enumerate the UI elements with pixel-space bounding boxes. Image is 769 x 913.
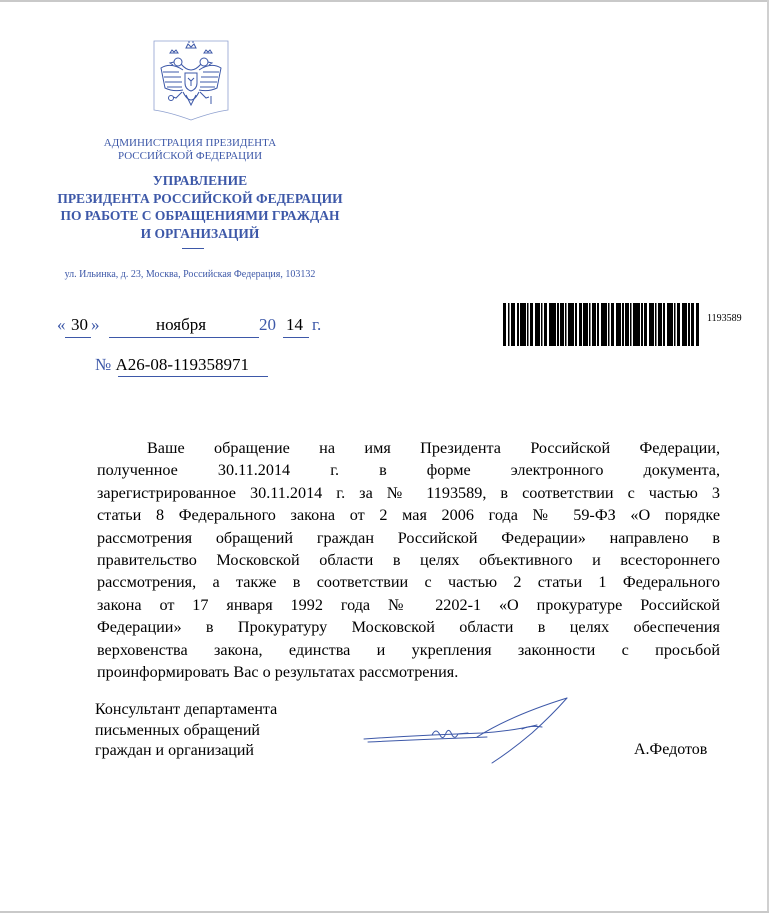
address: ул. Ильинка, д. 23, Москва, Российская Федерация, 103132 [64, 269, 316, 280]
body-line: проинформировать Вас о результатах рассмотрения. [97, 662, 459, 681]
barcode-number: 1193589 [707, 313, 742, 324]
body-line: Ваше обращение на имя Президента Российской Федерации, [147, 439, 720, 457]
department-title-line: УПРАВЛЕНИЕ [152, 173, 248, 188]
date-close-quote: » [91, 315, 100, 334]
body-line: правительство Московской области в целях объективного и всестороннего [97, 550, 720, 569]
russian-coat-of-arms-icon [153, 40, 229, 122]
title-divider [182, 248, 204, 249]
reference-number [95, 355, 249, 375]
department-title-line: И ОРГАНИЗАЦИЙ [140, 225, 260, 241]
admin-title-line2: РОССИЙСКОЙ ФЕДЕРАЦИИ [117, 150, 263, 162]
body-line: рассмотрения, а также в соответствии с частью 2 статьи 1 Федерального [97, 573, 720, 592]
handwritten-signature [362, 695, 577, 770]
date-year-underline [283, 337, 309, 338]
department-title [20, 172, 380, 242]
reference-underline [118, 376, 268, 377]
reference-number-value: А26-08-119358971 [115, 355, 249, 374]
number-sign: № [95, 355, 112, 374]
department-title-line: ПО РАБОТЕ С ОБРАЩЕНИЯМИ ГРАЖДАН [60, 208, 340, 223]
date-month-underline [109, 337, 259, 338]
signatory-title-line: граждан и организаций [95, 742, 254, 759]
date-year: 14 [286, 315, 303, 334]
body-line: рассмотрения обращений граждан Российской Федерации» направлено в [97, 528, 720, 547]
barcode [503, 303, 699, 346]
date-open-quote: « [57, 315, 66, 334]
body-line: Федерации» в Прокуратуру Московской области в целях обеспечения [97, 618, 720, 637]
page-border-top [0, 0, 769, 2]
signatory-name: А.Федотов [634, 741, 708, 758]
letter-body [97, 437, 720, 683]
body-line: зарегистрированное 30.11.2014 г. за № 1193589, в соответствии с частью 3 [97, 483, 720, 502]
body-line: статьи 8 Федерального закона от 2 мая 2006 года № 59-ФЗ «О порядке [97, 506, 720, 525]
date-year-suffix: г. [312, 315, 322, 334]
department-title-line: ПРЕЗИДЕНТА РОССИЙСКОЙ ФЕДЕРАЦИИ [57, 190, 343, 206]
date-day: 30 [71, 315, 88, 334]
admin-title-line1: АДМИНИСТРАЦИЯ ПРЕЗИДЕНТА [103, 137, 277, 149]
body-line: закона от 17 января 1992 года № 2202-1 «О прокуратуре Российской [97, 595, 720, 614]
signatory-title [95, 700, 277, 762]
signatory-title-line: письменных обращений [95, 721, 260, 739]
body-line: верховенства закона, единства и укрепления законности с просьбой [97, 640, 720, 659]
date-century: 20 [259, 315, 276, 334]
date-day-underline [65, 337, 91, 338]
signatory-title-line: Консультант департамента [95, 701, 278, 718]
date-month: ноября [156, 315, 207, 334]
body-line: полученное 30.11.2014 г. в форме электронного документа, [97, 461, 720, 480]
